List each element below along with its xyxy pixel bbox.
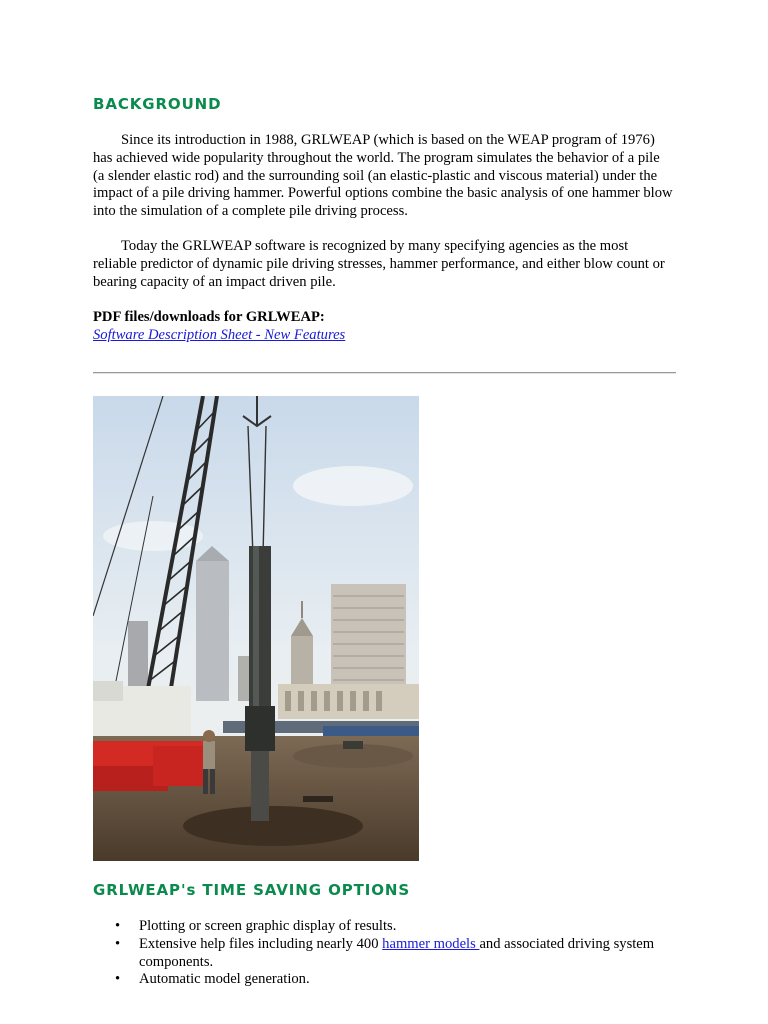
list-item-text: Plotting or screen graphic display of results. — [139, 918, 397, 934]
background-heading: BACKGROUND — [93, 95, 222, 113]
list-item-text: Automatic model generation. — [139, 971, 310, 988]
list-item — [93, 971, 673, 989]
bullet: • — [115, 935, 121, 952]
software-description-link[interactable]: Software Description Sheet - New Features — [93, 326, 346, 343]
background-paragraph-1: Since its introduction in 1988, GRLWEAP (which is based on the WEAP program of 1976) has achieved wide popularity throughout the world. The program simulates the behavior of a pile (a slender elastic rod) and the surrounding soil (an elastic-plastic and viscous material) under the impact of a pile driving hammer. Powerful options combine the basic analysis of one hammer blow into the simulation of a complete pile driving process. — [93, 132, 673, 220]
background-paragraph-2: Today the GRLWEAP software is recognized by many specifying agencies as the most reliable predictor of dynamic pile driving stresses, hammer performance, and either blow count or bearing capacity of an impact driven pile. — [93, 238, 665, 290]
bullet: • — [115, 918, 121, 934]
list-item-text-post: and associated driving system components. — [139, 935, 655, 970]
pdf-downloads-block — [93, 309, 673, 345]
list-item — [93, 936, 673, 972]
pile-driving-photo — [93, 396, 419, 861]
bullet: • — [115, 971, 121, 988]
horizontal-divider — [93, 372, 676, 374]
options-list — [93, 918, 673, 989]
hammer-models-link[interactable]: hammer models — [382, 935, 480, 952]
list-item-text-pre: Extensive help files including nearly 400 — [139, 935, 383, 952]
list-item — [93, 918, 673, 936]
pdf-downloads-label: PDF files/downloads for GRLWEAP: — [93, 309, 325, 325]
options-heading: GRLWEAP's TIME SAVING OPTIONS — [93, 881, 411, 899]
